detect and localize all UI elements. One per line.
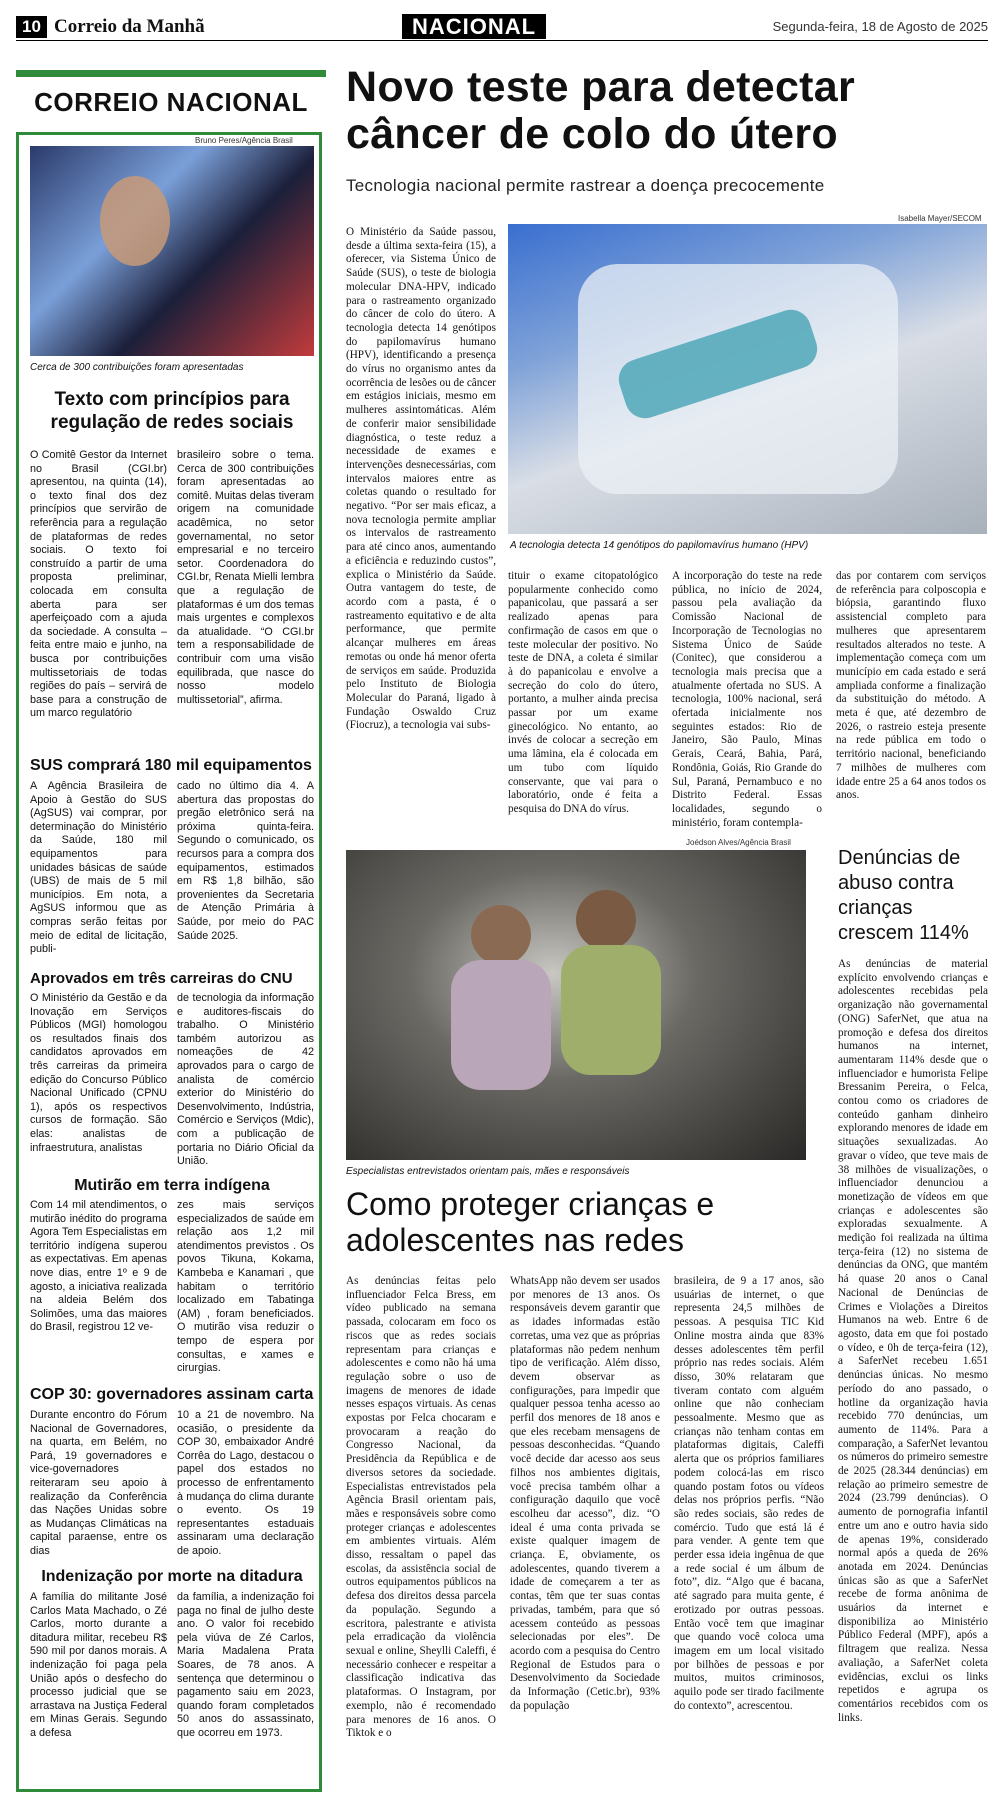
sidebar-story2-col1: A Agência Brasileira de Apoio à Gestão do SUS (AgSUS) vai comprar, por determinação do Ministério da Saúde, 180 mil equipamentos para unidades básicas de saúde (UBS) de mais de 5 mil municípios. Em nota, a AgSUS informou que as compras serão feitas por meio de edital de licitação, publi- — [30, 780, 167, 956]
sidebar-story5-head: COP 30: governadores assinam carta — [30, 1386, 314, 1403]
newspaper-name: Correio da Manhã — [54, 16, 205, 37]
sidebar-photo-credit: Bruno Peres/Agência Brasil — [195, 136, 293, 145]
sidebar-story2-col2: cado no último dia 4. A abertura das propostas do pregão eletrônico será na próxima quinta-feira. Segundo o comunicado, os recursos para a compra dos equipamentos, estimados em R$ 1,8 bilhão, são provenientes da Secretaria de Atenção Primária à Saúde, por meio do PAC Saúde 2025. — [177, 780, 314, 942]
sidebar-story4-col2: zes mais serviços especializados de saúde em relação aos 1,2 mil atendimentos previstos . Os povos Tikuna, Kokama, Kambeba e Kanamari , que habitam o território localizado em Tabatinga (AM) , foram beneficiados. O mutirão visa reduzir o tempo de espera por consultas, e xames e cirurgias. — [177, 1199, 314, 1375]
article1-subtitle: Tecnologia nacional permite rastrear a doença precocemente — [346, 176, 825, 195]
sidebar-story3-col2: de tecnologia da informação e auditores-fiscais do trabalho. O Ministério também autorizou as nomeações de 42 aprovados para o cargo de analista de comércio exterior do Ministério do Desenvolvimento, Indústria, Comércio e Serviços (Mdic), com a publicação de portaria no Diário Oficial da União. — [177, 992, 314, 1168]
sidebar-story1-col2: brasileiro sobre o tema. Cerca de 300 contribuições foram apresentadas ao comitê. Muitas delas tiveram origem na comunidade acadêmica, no setor governamental, no setor empresarial e no terceiro setor. Coordenadora do CGI.br, Renata Mielli lembra que a regulação de plataformas é um dos temas mais urgentes e complexos da atualidade. “O CGI.br tem a responsabilidade de contribuir com uma visão equilibrada, que nasce do nosso modelo multissetorial”, afirma. — [177, 449, 314, 706]
child2-head-shape — [576, 890, 636, 950]
sidebar-photo — [30, 146, 314, 356]
article2-title: Como proteger crianças e adolescentes nas redes — [346, 1186, 715, 1258]
article2-col3: brasileira, de 9 a 17 anos, são usuárias de internet, o que representa 24,5 milhões de pessoas. A pesquisa TIC Kid Online mostra ainda que 83% desses adolescentes têm perfil próprio nas redes sociais. Além disso, 30% relataram que tiveram contato com alguém online que não conheciam pessoalmente. Mesmo que as crianças não tenham contas em plataformas digitais, Caleffi alerta que os próprios familiares podem colocá-las em risco quando postam fotos ou vídeos delas nos próprios perfis. “Não são redes sociais, são redes de comércio. Tudo que está lá é para vender. A gente tem que perder essa ideia ingênua de que a rede social é um álbum de foto”, diz. “Algo que é bacana, até sagrado para muita gente, é erotizado por outras pessoas. Então você tem que imaginar que quando você coloca uma imagem em um local visitado por bilhões de pessoas e por muitos, muitos criminosos, aquilo pode ser tirado facilmente do contexto”, acrescentou. — [674, 1275, 824, 1712]
article3-text: As denúncias de material explícito envolvendo crianças e adolescentes recebidas pela organização não governamental (ONG) SaferNet, que atua na promoção e defesa dos direitos humanos na internet, aumentaram 114% desde que o influenciador e humorista Felipe Bressanim Pereira, o Felca, contou como os criadores de conteúdo ganham dinheiro explorando menores de idade em situações sexualizadas. Ao gravar o vídeo, que teve mais de 38 milhões de visualizações, o influenciador denunciou a monetização de vídeos em que crianças e adolescentes são exploradas sexualmente. A medição foi realizada na última terça-feira (12) no sistema de denúncias da ONG, que mantém há quase 20 anos o Canal Nacional de Denúncias de Crimes e Violações a Direitos Humanos na web. Entre 6 de agosto, data em que foi postado o vídeo, e 0h de terça-feira (12), a SaferNet recebeu 1.651 denúncias únicas. No mesmo período do ano passado, o hotline da organização havia recebido 770 denúncias, um aumento de 114%. Para a comparação, a SaferNet levantou os números do primeiro semestre de 2025 (28.344 denúncias) em relação ao primeiro semestre de 2024 (23.799 denúncias). O aumento de pornografia infantil entre um ano e outro havia sido de apenas 19%, considerado normal após a queda de 26% anotada em 2024. Denúncias únicas são as que a SaferNet recebe de forma anônima de usuários da internet e disponibiliza ao Ministério Público Federal (MPF), após a filtragem que realiza. Nessa avaliação, a SaferNet coleta evidências, exclui os links repetidos e agrupa os comentários recebidos com os links. — [838, 958, 988, 1724]
article1-photo — [508, 224, 987, 534]
sidebar-story1-head: Texto com princípios para regulação de redes sociais — [50, 389, 294, 433]
article2-col1: As denúncias feitas pelo influenciador Felca Bress, em vídeo publicado na semana passada, colocaram em foco os riscos que as redes sociais representam para crianças e adolescentes e como não há uma regulação sobre o uso de imagens de menores de idade nesses espaços virtuais. As cenas expostas por Felca chocaram e provocaram a reação do Congresso Nacional, da Presidência da República e de diversos setores da sociedade. Especialistas entrevistados pela Agência Brasil orientam pais, mães e responsáveis sobre como proteger crianças e adolescentes em ambientes virtuais. Além disso, ressaltam o papel das escolas, da assistência social de outros equipamentos públicos na defesa dos direitos dessa parcela da população. Segundo a escritora, palestrante e ativista pela erradicação da violência sexual e online, Sheylli Caleffi, é necessário conhecer e respeitar a classificação indicativa das plataformas. O Instagram, por exemplo, não é recomendado para menores de 16 anos. O Tiktok e o — [346, 1275, 496, 1740]
page-header — [16, 14, 988, 41]
article1-title: Novo teste para detectar câncer de colo do útero — [346, 63, 856, 158]
child2-body-shape — [561, 945, 661, 1075]
article2-col2: WhatsApp não devem ser usados por menores de 13 anos. Os responsáveis devem garantir que as idades informadas estão corretas, uma vez que as próprias plataformas não pedem nenhum tipo de verificação. Além disso, devem observar as configurações, para impedir que qualquer pessoa tenha acesso ao perfil dos menores de 18 anos e que eles recebam mensagens de pessoas desconhecidas. “Quando você decide dar acesso aos seus filhos nos ambientes digitais, você precisa também olhar a configuração daquilo que você escolheu dar acesso”, diz. “O ideal é uma conta privada se existe qualquer imagem de criança. E, obviamente, os adolescentes, quando tiverem a idade de começarem a ter as contas, têm que ter suas contas privadas, também, para que só acessem conteúdo as pessoas selecionadas por eles”. De acordo com a pesquisa do Centro Regional de Estudos para o Desenvolvimento da Sociedade da Informação (Cetic.br), 93% da população — [510, 1275, 660, 1712]
article1-col4: das por contarem com serviços de referência para colposcopia e biópsia, garantindo fluxo assistencial completo para mulheres que apresentarem resultados alterados no teste. A implementação começa com um município em cada estado e será ampliada conforme a finalização da substituição do método. A meta é que, até dezembro de 2026, o rastreio esteja presente na rede pública em todo o território nacional, beneficiando 7 milhões de mulheres com idade entre 25 a 64 anos todos os anos. — [836, 570, 986, 802]
article1-photo-caption: A tecnologia detecta 14 genótipos do papilomavírus humano (HPV) — [510, 540, 809, 551]
issue-date: Segunda-feira, 18 de Agosto de 2025 — [772, 19, 988, 34]
sidebar-story5-col1: Durante encontro do Fórum Nacional de Governadores, na quarta, em Belém, no Pará, 19 governadores e vice-governadores reiteraram seu apoio à realização da Conferência das Nações Unidas sobre as Mudanças Climáticas na capital paraense, entre os dias — [30, 1409, 167, 1557]
sidebar-photo-caption: Cerca de 300 contribuições foram apresentadas — [30, 362, 244, 373]
article2-photo-caption: Especialistas entrevistados orientam pais, mães e responsáveis — [346, 1166, 630, 1177]
child1-head-shape — [471, 905, 531, 965]
article1-photo-credit: Isabella Mayer/SECOM — [898, 214, 982, 223]
sidebar-story3-col1: O Ministério da Gestão e da Inovação em Serviços Públicos (MGI) homologou os resultados finais dos candidatos aprovados em três carreiras da primeira edição do Concurso Público Nacional Unificado (CPNU 1), após os respectivos cursos de formação. São elas: analistas de infraestrutura, analistas — [30, 992, 167, 1154]
sidebar-story2-head: SUS comprará 180 mil equipamentos — [30, 757, 312, 774]
child1-body-shape — [451, 960, 551, 1090]
sidebar-story5-col2: 10 a 21 de novembro. Na ocasião, o presidente da COP 30, embaixador André Corrêa do Lago, destacou o papel dos estados no processo de enfrentamento à mudança do clima durante o evento. Os 19 representantes estaduais assinaram uma declaração de apoio. — [177, 1409, 314, 1557]
page-number: 10 — [16, 16, 47, 38]
sidebar-story6-col1: A família do militante José Carlos Mata Machado, o Zé Carlos, morto durante a ditadura militar, recebeu R$ 590 mil por danos morais. A indenização foi paga pela União após o desfecho do processo judicial que se arrastava na Justiça Federal em Minas Gerais. Segundo a defesa — [30, 1591, 167, 1739]
sidebar-story3-head: Aprovados em três carreiras do CNU — [30, 970, 293, 987]
article2-photo — [346, 850, 806, 1160]
sidebar-story4-head: Mutirão em terra indígena — [74, 1177, 270, 1194]
sidebar-story1-col1: O Comitê Gestor da Internet no Brasil (CGI.br) apresentou, na quinta (14), o texto final dos dez princípios que servirão de referência para a regulação de plataformas de redes sociais. O texto foi construído a partir de uma proposta preliminar, colocada em consulta aberta para ser aperfeiçoado com a ajuda da sociedade. A consulta – feita entre maio e junho, na busca por contribuições multissetoriais de todas regiões do país – servirá de base para a construção de um marco regulatório — [30, 449, 167, 720]
sidebar-story6-col2: da família, a indenização foi paga no final de julho deste ano. O valor foi recebido pela viúva de Zé Carlos, Maria Madalena Prata Soares, de 78 anos. A sentença que determinou o pagamento saiu em 2023, quando foram completados 50 anos do assassinato, que ocorreu em 1973. — [177, 1591, 314, 1739]
sidebar-story4-col1: Com 14 mil atendimentos, o mutirão inédito do programa Agora Tem Especialistas em território indígena superou as expectativas. Em apenas nove dias, entre 1º e 9 de agosto, a iniciativa realizada na aldeia Belém dos Solimões, uma das maiores do Brasil, registrou 12 ve- — [30, 1199, 167, 1334]
sidebar-title: CORREIO NACIONAL — [16, 70, 326, 118]
person-face-shape — [100, 176, 170, 266]
article1-col2: tituir o exame citopatológico popularmente conhecido como papanicolau, que passará a ser realizado apenas para confirmação de casos em que o teste molecular der positivo. No teste de DNA, a coleta é similar à do papanicolau e envolve a secreção do colo do útero, portanto, a mulher ainda precisa passar por um exame ginecológico. No entanto, ao invés de colocar a secreção em uma lâmina, ela é colocada em um tubo com líquido conservante, que vai para o laboratório, onde é feita a pesquisa do DNA do vírus. — [508, 570, 658, 815]
article2-photo-credit: Joédson Alves/Agência Brasil — [686, 838, 791, 847]
section-label: NACIONAL — [402, 14, 546, 39]
sidebar-story6-head: Indenização por morte na ditadura — [41, 1568, 303, 1585]
article1-col3: A incorporação do teste na rede pública, no início de 2024, passou pela avaliação da Comissão Nacional de Incorporação de Tecnologias no Sistema Único de Saúde (Conitec), que considerou a tecnologia mais precisa que a atualmente ofertada no SUS. A tecnologia, 100% nacional, será ofertada inicialmente nos seguintes estados: Rio de Janeiro, São Paulo, Minas Gerais, Ceará, Bahia, Pará, Rondônia, Goiás, Rio Grande do Sul, Paraná, Pernambuco e no Distrito Federal. Essas localidades, segundo o ministério, foram contempla- — [672, 570, 822, 829]
article1-col1: O Ministério da Saúde passou, desde a última sexta-feira (15), a oferecer, via Sistema Único de Saúde (SUS), o teste de biologia molecular DNA-HPV, indicado para o rastreamento organizado do câncer de colo do útero. A tecnologia detecta 14 genótipos do papilomavírus humano (HPV), identificando a presença do vírus no organismo antes da ocorrência de lesões ou de câncer em estágios iniciais, mesmo em mulheres assintomáticas. Além de conferir maior sensibilidade diagnóstica, o teste reduz a necessidade de exames e intervenções desnecessárias, com intervalos maiores entre as coletas quando o resultado for negativo. “Por ser mais eficaz, a nova tecnologia permite ampliar os intervalos de rastreamento para até cinco anos, aumentando a eficiência e reduzindo custos”, explica o Ministério da Saúde. Outra vantagem do teste, de acordo com a pasta, é o rastreamento equitativo e de alta performance, que permite alcançar mulheres em áreas remotas ou onde há menor oferta de serviços em saúde. Produzida pelo Instituto de Biologia Molecular do Paraná, ligado à Fundação Oswaldo Cruz (Fiocruz), a tecnologia vai subs- — [346, 226, 497, 732]
article3-title: Denúncias de abuso contra crianças crescem 114% — [838, 847, 969, 944]
